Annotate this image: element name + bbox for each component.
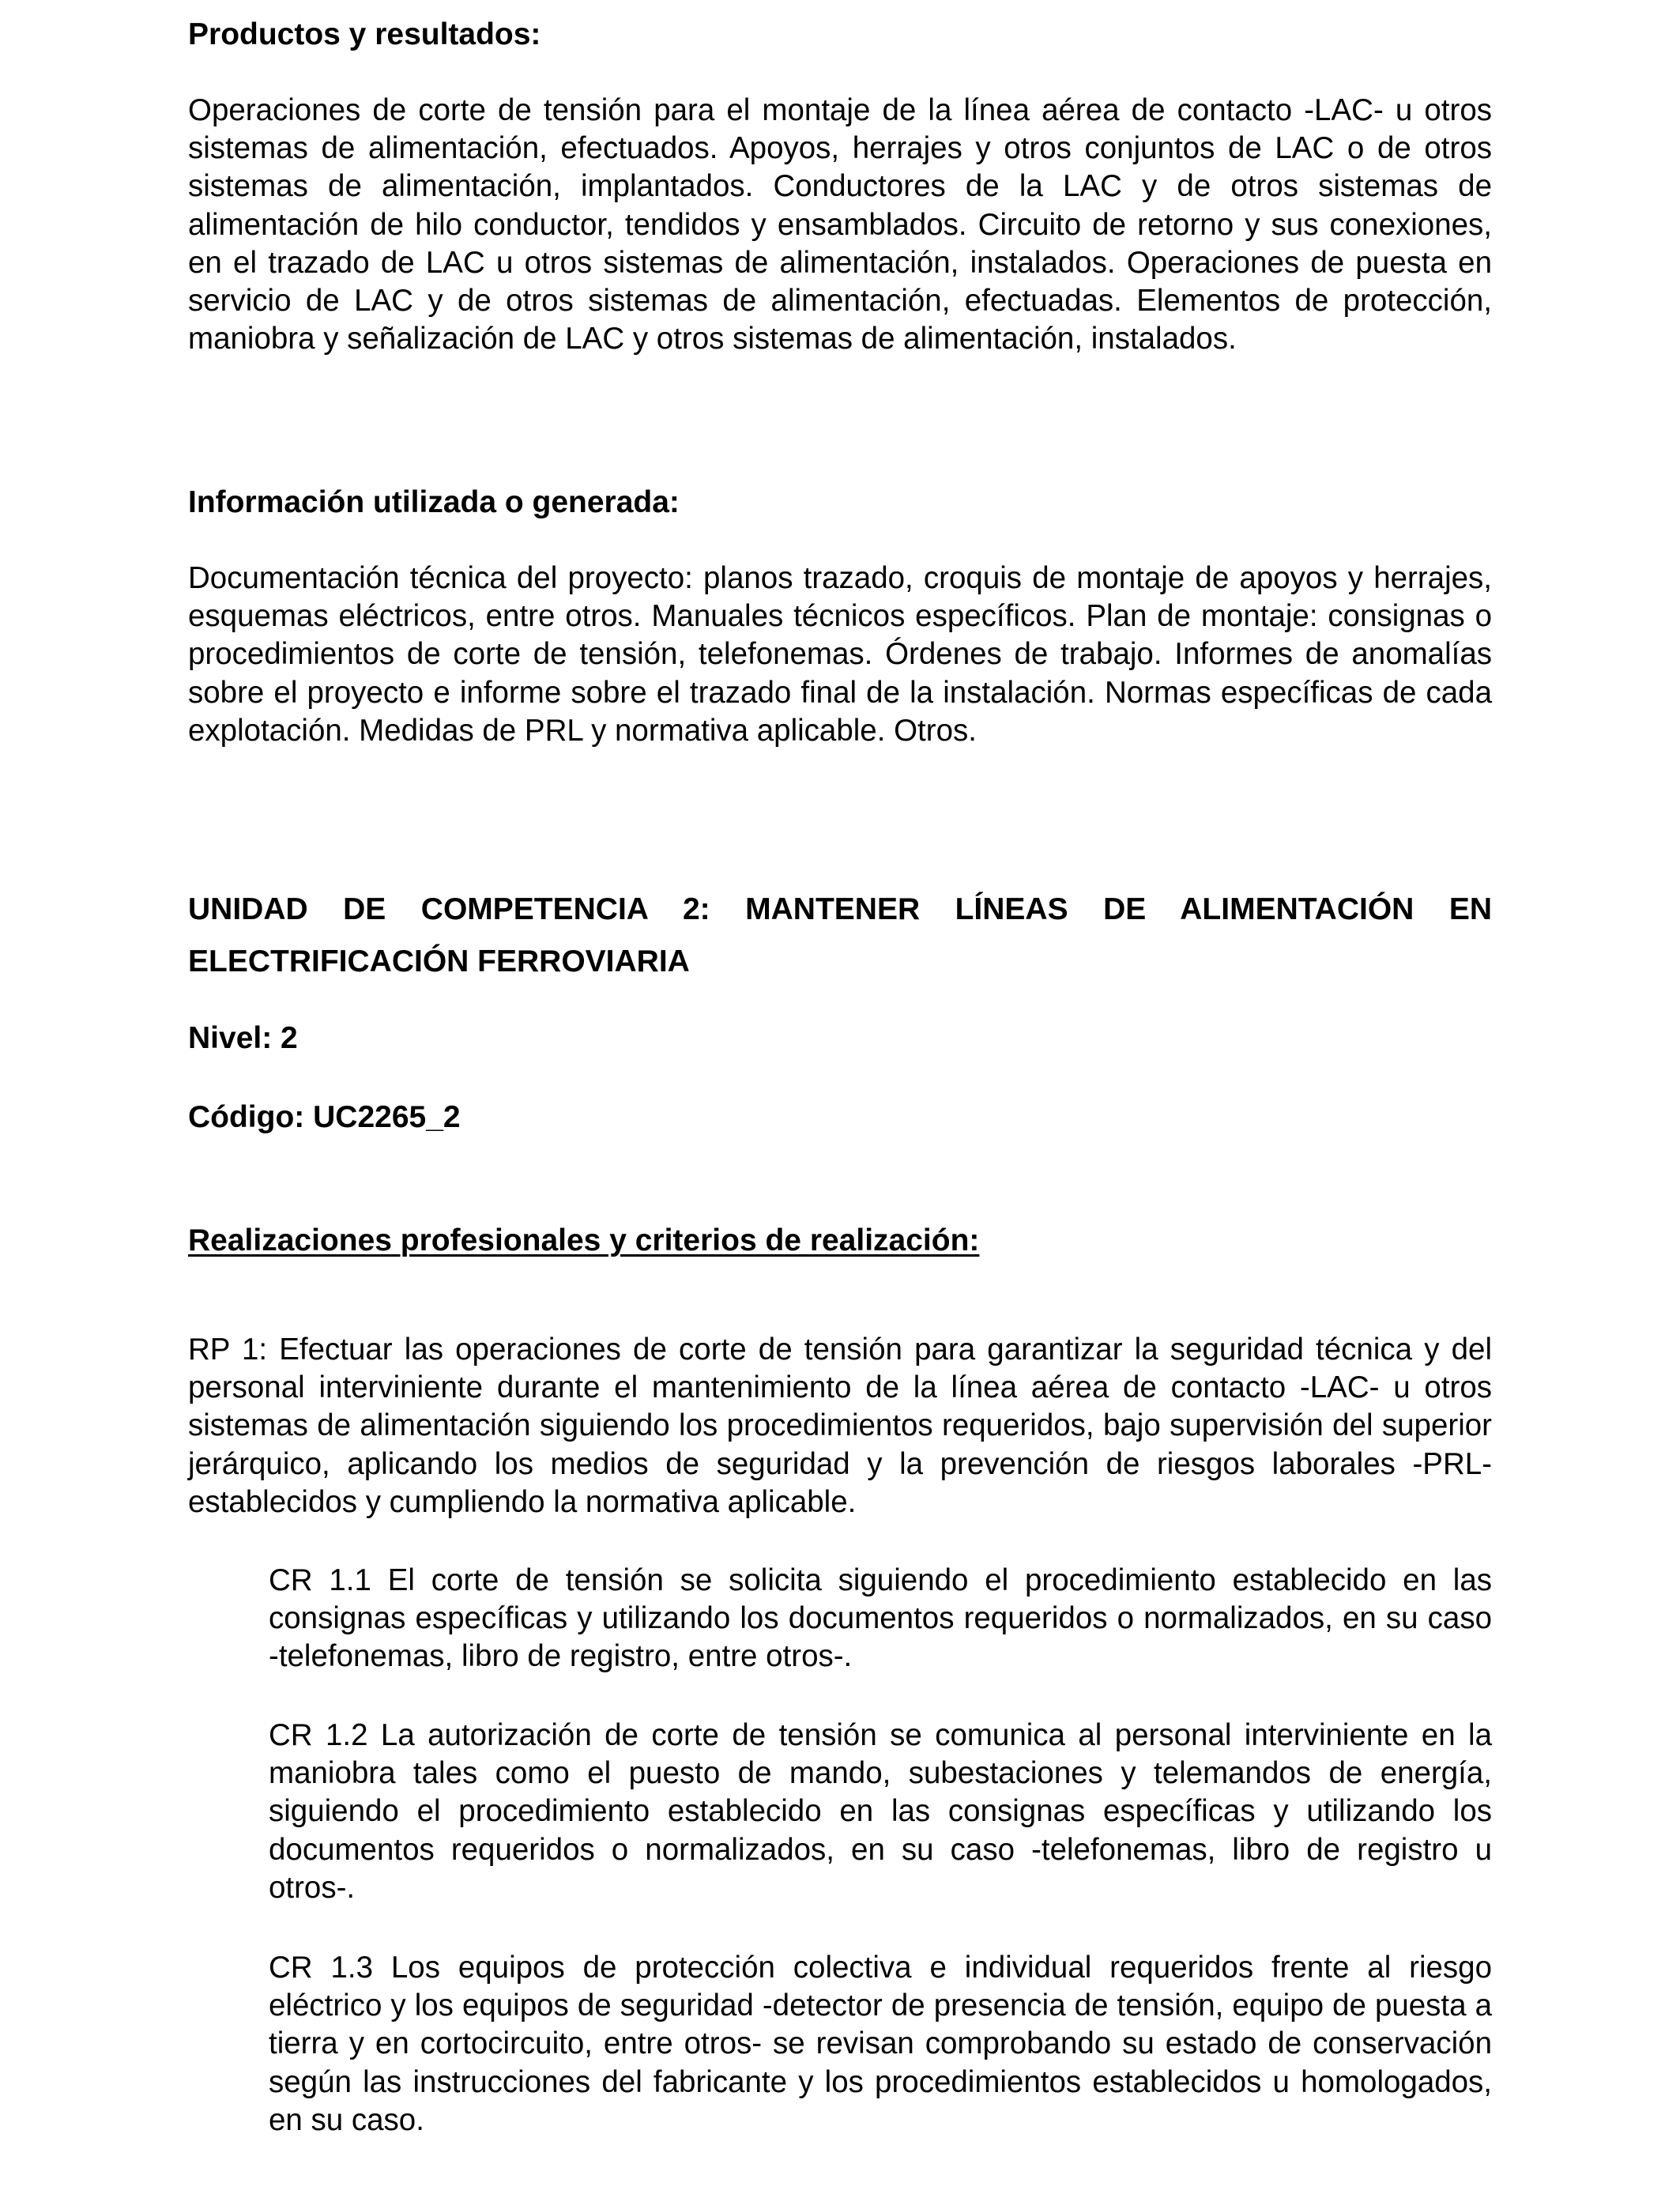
realizaciones-heading: Realizaciones profesionales y criterios de realización:: [188, 1223, 980, 1257]
cr-1-2-paragraph: CR 1.2 La autorización de corte de tensión se comunica al personal interviniente en la maniobra tales como el puesto de mando, subestaciones y telemandos de energía, siguiendo el procedimiento establecido en las consignas específicas y utilizando los documentos requeridos o normalizados, en su caso -telefonemas, libro de registro u otros-.: [269, 1718, 1492, 1905]
cr-1-3-paragraph: CR 1.3 Los equipos de protección colectiva e individual requeridos frente al riesgo eléctrico y los equipos de seguridad -detector de presencia de tensión, equipo de puesta a tierra y en cortocircuito, entre otros- se revisan comprobando su estado de conservación según las instrucciones del fabricante y los procedimientos establecidos u homologados, en su caso.: [269, 1951, 1492, 2137]
rp1-paragraph: RP 1: Efectuar las operaciones de corte de tensión para garantizar la seguridad técnica y del personal interviniente durante el mantenimiento de la línea aérea de contacto -LAC- u otros sistemas de alimentación siguiendo los procedimientos requeridos, bajo supervisión del superior jerárquico, aplicando los medios de seguridad y la prevención de riesgos laborales -PRL- establecidos y cumpliendo la normativa aplicable.: [188, 1333, 1492, 1519]
productos-paragraph: Operaciones de corte de tensión para el montaje de la línea aérea de contacto -LAC- u otros sistemas de alimentación, efectuados. Apoyos, herrajes y otros conjuntos de LAC o de otros sistemas de alimentación, implantados. Conductores de la LAC y de otros sistemas de alimentación de hilo conductor, tendidos y ensamblados. Circuito de retorno y sus conexiones, en el trazado de LAC u otros sistemas de alimentación, instalados. Operaciones de puesta en servicio de LAC y de otros sistemas de alimentación, efectuadas. Elementos de protección, maniobra y señalización de LAC y otros sistemas de alimentación, instalados.: [188, 93, 1492, 356]
codigo-label: Código: UC2265_2: [188, 1100, 461, 1134]
informacion-paragraph: Documentación técnica del proyecto: planos trazado, croquis de montaje de apoyos y herrajes, esquemas eléctricos, entre otros. Manuales técnicos específicos. Plan de montaje: consignas o procedimientos de corte de tensión, telefonemas. Órdenes de trabajo. Informes de anomalías sobre el proyecto e informe sobre el trazado final de la instalación. Normas específicas de cada explotación. Medidas de PRL y normativa aplicable. Otros.: [188, 561, 1492, 748]
informacion-heading: Información utilizada o generada:: [188, 485, 680, 519]
productos-heading: Productos y resultados:: [188, 17, 541, 51]
cr-1-1-paragraph: CR 1.1 El corte de tensión se solicita siguiendo el procedimiento establecido en las consignas específicas y utilizando los documentos requeridos o normalizados, en su caso -telefonemas, libro de registro, entre otros-.: [269, 1563, 1492, 1674]
unidad-competencia-title: UNIDAD DE COMPETENCIA 2: MANTENER LÍNEAS DE ALIMENTACIÓN EN ELECTRIFICACIÓN FERROVIARIA: [188, 892, 1492, 978]
nivel-label: Nivel: 2: [188, 1021, 298, 1055]
